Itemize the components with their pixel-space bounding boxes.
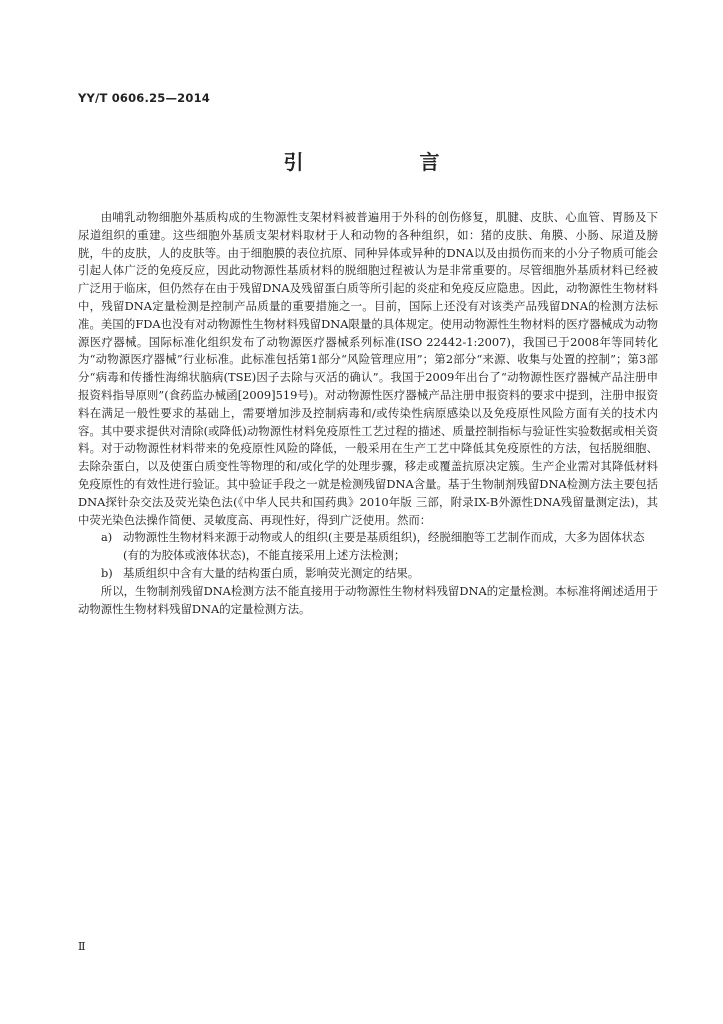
list-marker: a) — [101, 530, 113, 545]
list-marker: b) — [101, 565, 113, 580]
page-number: Ⅱ — [78, 940, 86, 953]
list-item — [78, 529, 658, 565]
list-item — [78, 565, 658, 583]
list-item-text: 基质组织中含有大量的结构蛋白质，影响荧光测定的结果。 — [123, 565, 420, 580]
page-title: 引 言 — [283, 150, 488, 174]
document-body — [78, 209, 658, 618]
closing-paragraph: 所以，生物制剂残留DNA检测方法不能直接用于动物源性生物材料残留DNA的定量检测。本标准将阐述适用于动物源性生物材料残留DNA的定量检测方法。 — [78, 583, 658, 616]
standard-code: YY/T 0606.25—2014 — [78, 91, 210, 105]
condition-list — [78, 529, 658, 582]
list-item-text: 动物源性生物材料来源于动物或人的组织(主要是基质组织)，经脱细胞等工艺制作而成，大多为固体状态(有的为胶体或液体状态)，不能直接采用上述方法检测； — [123, 530, 645, 563]
intro-paragraph: 由哺乳动物细胞外基质构成的生物源性支架材料被普遍用于外科的创伤修复，肌腱、皮肤、心血管、胃肠及下尿道组织的重建。这些细胞外基质支架材料取材于人和动物的各种组织，如：猪的皮肤、角膜、小肠、尿道及膀胱，牛的皮肤，人的皮肤等。由于细胞膜的表位抗原、同种异体或异种的DNA以及由损伤而来的小分子物质可能会引起人体广泛的免疫反应，因此动物源性基质材料的脱细胞过程被认为是非常重要的。尽管细胞外基质材料已经被广泛用于临床，但仍然存在由于残留DNA及残留蛋白质等所引起的炎症和免疫反应隐患。因此，动物源性生物材料中，残留DNA定量检测是控制产品质量的重要措施之一。目前，国际上还没有对该类产品残留DNA的检测方法标准。美国的FDA也没有对动物源性生物材料残留DNA限量的具体规定。使用动物源性生物材料的医疗器械成为动物源医疗器械。国际标准化组织发布了动物源医疗器械系列标准(ISO 22442-1:2007)，我国已于2008年等同转化为“动物源医疗器械”行业标准。此标准包括第1部分“风险管理应用”；第2部分“来源、收集与处置的控制”；第3部分“病毒和传播性海绵状脑病(TSE)因子去除与灭活的确认”。我国于2009年出台了“动物源性医疗器械产品注册申报资料指导原则”(食药监办械函[2009]519号)。对动物源性医疗器械产品注册申报资料的要求中提到，注册申报资料在满足一般性要求的基础上，需要增加涉及控制病毒和/或传染性病原感染以及免疫原性风险方面有关的技术内容。其中要求提供对清除(或降低)动物源性材料免疫原性工艺过程的描述、质量控制指标与验证性实验数据或相关资料。对于动物源性材料带来的免疫原性风险的降低，一般采用在生产工艺中降低其免疫原性的方法，包括脱细胞、去除杂蛋白，以及使蛋白质变性等物理的和/或化学的处理步骤，移走或覆盖抗原决定簇。生产企业需对其降低材料免疫原性的有效性进行验证。其中验证手段之一就是检测残留DNA含量。基于生物制剂残留DNA检测方法主要包括DNA探针杂交法及荧光染色法(《中华人民共和国药典》2010年版 三部，附录IX-B外源性DNA残留量测定法)，其中荧光染色法操作简便、灵敏度高、再现性好，得到广泛使用。然而： — [78, 210, 658, 527]
